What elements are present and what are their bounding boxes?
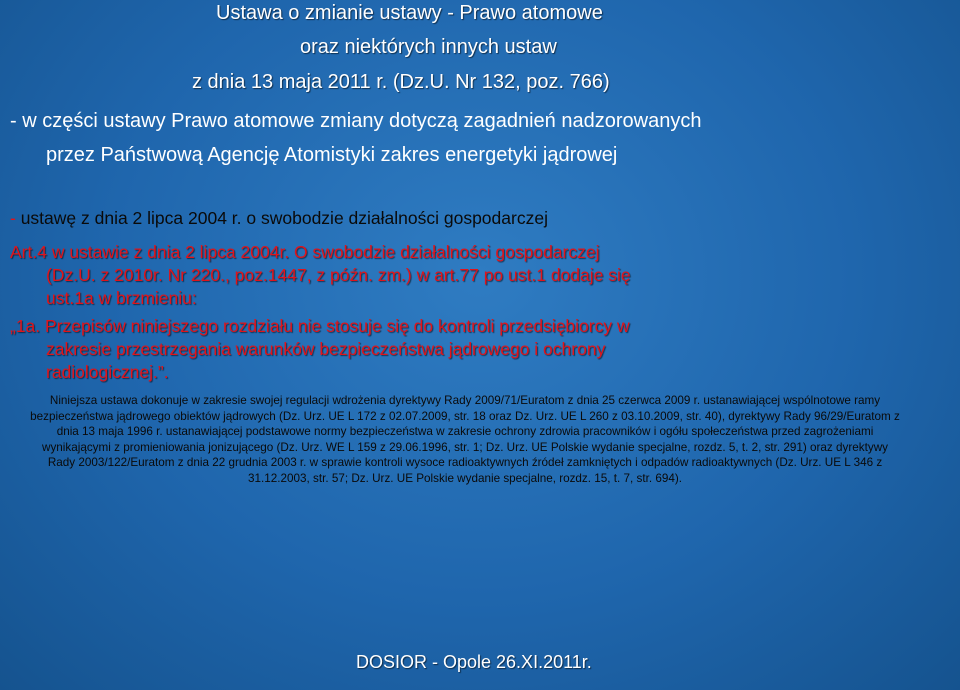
item-text: ustawę z dnia 2 lipca 2004 r. o swobodzie działalności gospodarczej <box>15 208 548 228</box>
intro-line-1: - w części ustawy Prawo atomowe zmiany dotyczą zagadnień nadzorowanych <box>10 110 702 132</box>
article-line-3: ust.1a w brzmieniu: <box>46 288 197 308</box>
article-line-1: Art.4 w ustawie z dnia 2 lipca 2004r. O swobodzie działalności gospodarczej <box>10 242 600 262</box>
quote-line-2: zakresie przestrzegania warunków bezpieczeństwa jądrowego i ochrony <box>46 339 606 359</box>
legal-footnote: Niniejsza ustawa dokonuje w zakresie swojej regulacji wdrożenia dyrektywy Rady 2009/71/Euratom z dnia 25 czerwca 2009 r. ustanawiającej wspólnotowe ramy bezpieczeństwa jądrowego obiektów jądrowych (Dz. Urz. UE L 172 z 02.07.2009, str. 18 oraz Dz. Urz. UE L 260 z 03.10.2009, str. 40), dyrektywy Rady 96/29/Euratom z dnia 13 maja 1996 r. ustanawiającej podstawowe normy bezpieczeństwa w zakresie ochrony zdrowia pracowników i ogółu społeczeństwa przed zagrożeniami wynikającymi z promieniowania jonizującego (Dz. Urz. WE L 159 z 29.06.1996, str. 1; Dz. Urz. UE Polskie wydanie specjalne, rozdz. 5, t. 2, str. 291) oraz dyrektywy Rady 2003/122/Euratom z dnia 22 grudnia 2003 r. w sprawie kontroli wysoce radioaktywnych źródeł zamkniętych i odpadów radioaktywnych (Dz. Urz. UE L 346 z 31.12.2003, str. 57; Dz. Urz. UE Polskie wydanie specjalne, rozdz. 15, t. 7, str. 694). <box>30 394 900 485</box>
title-line-3: z dnia 13 maja 2011 r. (Dz.U. Nr 132, poz. 766) <box>192 71 610 93</box>
item-dash: - <box>10 208 16 228</box>
article-line-2: (Dz.U. z 2010r. Nr 220., poz.1447, z późn. zm.) w art.77 po ust.1 dodaje się <box>46 265 631 285</box>
title-line-2: oraz niektórych innych ustaw <box>300 36 557 58</box>
item-line <box>10 208 548 229</box>
title-line-1: Ustawa o zmianie ustawy - Prawo atomowe <box>216 2 603 24</box>
intro-line-2: przez Państwową Agencję Atomistyki zakres energetyki jądrowej <box>46 144 618 166</box>
footer-text: DOSIOR - Opole 26.XI.2011r. <box>356 652 592 672</box>
quote-line-3: radiologicznej.”. <box>46 362 169 382</box>
quote-line-1: „1a. Przepisów niniejszego rozdziału nie stosuje się do kontroli przedsiębiorcy w <box>10 316 630 336</box>
